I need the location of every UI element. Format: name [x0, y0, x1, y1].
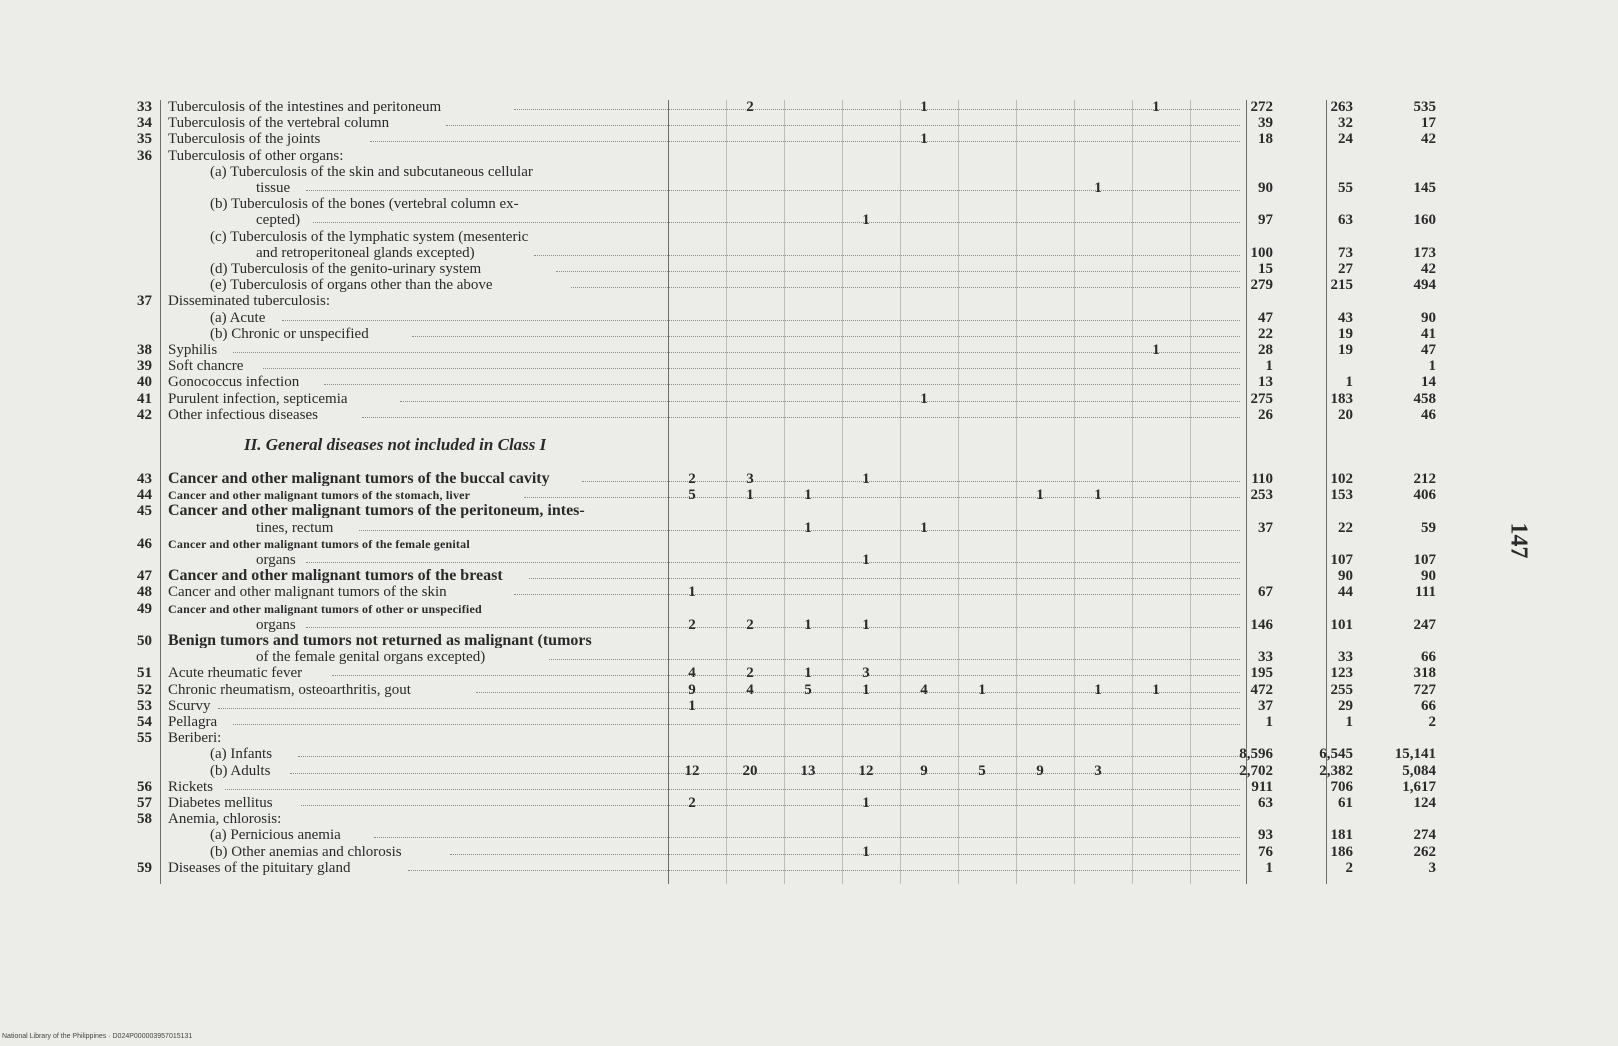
total-cell: 42: [1421, 261, 1436, 277]
row-number: 53: [137, 697, 152, 714]
dot-leader: [374, 837, 1240, 838]
subtotal-cell: 100: [1250, 244, 1273, 261]
row-label: and retroperitoneal glands excepted): [256, 245, 475, 260]
dot-leader: [313, 222, 1240, 223]
data-cell: 1: [688, 697, 696, 714]
row-label: Cancer and other malignant tumors of the peritoneum, intes-: [168, 504, 585, 519]
row-label: Anemia, chlorosis:: [168, 812, 282, 827]
subtotal-cell: 2: [1345, 859, 1353, 876]
subtotal-cell: 255: [1330, 681, 1353, 698]
row-number: 52: [137, 681, 152, 698]
data-cell: 4: [746, 681, 754, 698]
total-cell: 406: [1413, 487, 1436, 504]
subtotal-cell: 44: [1338, 584, 1353, 601]
data-cell: 3: [1094, 762, 1102, 779]
row-label: Diabetes mellitus: [168, 796, 273, 810]
total-cell: 17: [1421, 115, 1436, 132]
dot-leader: [514, 109, 1240, 110]
row-number: 45: [137, 503, 152, 520]
row-number: 35: [137, 131, 152, 148]
subtotal-cell: 183: [1330, 390, 1353, 407]
subtotal-cell: 73: [1338, 244, 1353, 261]
subtotal-cell: 63: [1258, 795, 1273, 811]
dot-leader: [534, 255, 1240, 256]
subtotal-cell: 13: [1258, 374, 1273, 391]
subtotal-cell: 1: [1345, 374, 1353, 391]
data-cell: 1: [804, 487, 812, 504]
column-rule: [784, 100, 785, 884]
data-cell: 2: [688, 795, 696, 811]
row-number: 37: [137, 293, 152, 310]
subtotal-cell: 39: [1258, 115, 1273, 132]
data-cell: 13: [800, 762, 816, 779]
row-label: (c) Tuberculosis of the lymphatic system (mesenteric: [210, 229, 529, 244]
data-cell: 9: [920, 762, 928, 779]
subtotal-cell: 32: [1338, 115, 1353, 132]
row-label: Pellagra: [168, 715, 218, 729]
subtotal-cell: 1: [1265, 714, 1273, 730]
total-cell: 173: [1413, 244, 1436, 261]
total-cell: 59: [1421, 519, 1436, 536]
data-cell: 1: [862, 552, 870, 568]
total-cell: 41: [1421, 325, 1436, 342]
row-label: cepted): [256, 213, 301, 228]
subtotal-cell: 76: [1258, 843, 1273, 860]
data-cell: 1: [862, 616, 870, 633]
data-cell: 1: [920, 390, 928, 407]
data-cell: 1: [1152, 99, 1160, 115]
row-label: Tuberculosis of the vertebral column: [168, 116, 390, 131]
row-label: Cancer and other malignant tumors of other or unspecified: [168, 601, 482, 616]
subtotal-cell: 97: [1258, 212, 1273, 229]
subtotal-cell: 253: [1250, 487, 1273, 504]
dot-leader: [571, 287, 1240, 288]
total-cell: 262: [1413, 843, 1436, 860]
data-cell: 1: [978, 681, 986, 698]
data-cell: 5: [978, 762, 986, 779]
row-label: Cancer and other malignant tumors of the skin: [168, 585, 447, 600]
total-cell: 47: [1421, 342, 1436, 358]
total-cell: 458: [1413, 390, 1436, 407]
data-cell: 1: [920, 519, 928, 536]
column-rule: [160, 100, 161, 884]
row-label: Disseminated tuberculosis:: [168, 294, 331, 309]
dot-leader: [556, 271, 1240, 272]
subtotal-cell: 90: [1258, 180, 1273, 196]
data-cell: 1: [804, 519, 812, 536]
row-label: Cancer and other malignant tumors of the breast: [168, 569, 503, 584]
row-label: of the female genital organs excepted): [256, 650, 486, 665]
row-number: 48: [137, 584, 152, 601]
data-cell: 1: [862, 681, 870, 698]
dot-leader: [263, 368, 1240, 369]
subtotal-cell: 93: [1258, 827, 1273, 844]
subtotal-cell: 33: [1338, 649, 1353, 666]
dot-leader: [446, 125, 1240, 126]
data-cell: 1: [1152, 342, 1160, 358]
subtotal-cell: 911: [1251, 778, 1273, 795]
subtotal-cell: 279: [1250, 277, 1273, 294]
data-cell: 1: [920, 99, 928, 115]
total-cell: 3: [1428, 859, 1436, 876]
data-cell: 1: [1036, 487, 1044, 504]
subtotal-cell: 101: [1330, 616, 1353, 633]
subtotal-cell: 22: [1338, 519, 1353, 536]
column-rule: [1190, 100, 1191, 884]
subtotal-cell: 33: [1258, 649, 1273, 666]
subtotal-cell: 20: [1338, 406, 1353, 423]
dot-leader: [412, 336, 1240, 337]
dot-leader: [324, 384, 1240, 385]
subtotal-cell: 67: [1258, 584, 1273, 601]
data-cell: 3: [746, 471, 754, 487]
subtotal-cell: 18: [1258, 131, 1273, 148]
subtotal-cell: 15: [1258, 261, 1273, 277]
row-label: (e) Tuberculosis of organs other than the above: [210, 278, 493, 293]
subtotal-cell: 472: [1250, 681, 1273, 698]
subtotal-cell: 29: [1338, 697, 1353, 714]
subtotal-cell: 195: [1250, 665, 1273, 682]
total-cell: 107: [1413, 552, 1436, 568]
subtotal-cell: 2,382: [1319, 762, 1353, 779]
subtotal-cell: 1: [1265, 358, 1273, 375]
row-number: 42: [137, 406, 152, 423]
total-cell: 2: [1428, 714, 1436, 730]
dot-leader: [225, 789, 1240, 790]
data-cell: 1: [1094, 487, 1102, 504]
row-label: Acute rheumatic fever: [168, 666, 303, 681]
data-cell: 1: [862, 212, 870, 229]
total-cell: 274: [1413, 827, 1436, 844]
dot-leader: [450, 854, 1240, 855]
data-cell: 1: [1094, 681, 1102, 698]
data-cell: 2: [746, 616, 754, 633]
data-cell: 5: [688, 487, 696, 504]
subtotal-cell: 19: [1338, 342, 1353, 358]
row-label: Other infectious diseases: [168, 407, 318, 422]
row-number: 33: [137, 99, 152, 115]
subtotal-cell: 107: [1330, 552, 1353, 568]
column-rule: [842, 100, 843, 884]
row-number: 59: [137, 859, 152, 876]
row-label: tissue: [256, 181, 291, 195]
data-cell: 2: [688, 616, 696, 633]
row-label: Cancer and other malignant tumors of the female genital: [168, 536, 470, 551]
column-rule: [1132, 100, 1133, 884]
total-cell: 90: [1421, 309, 1436, 326]
dot-leader: [332, 675, 1240, 676]
subtotal-cell: 90: [1338, 568, 1353, 585]
total-cell: 1: [1428, 358, 1436, 375]
dot-leader: [529, 578, 1240, 579]
dot-leader: [408, 870, 1240, 871]
subtotal-cell: 123: [1330, 665, 1353, 682]
subtotal-cell: 26: [1258, 406, 1273, 423]
row-label: Tuberculosis of the joints: [168, 132, 321, 147]
row-label: (b) Adults: [210, 763, 271, 778]
data-cell: 12: [858, 762, 874, 779]
total-cell: 15,141: [1394, 746, 1436, 763]
subtotal-cell: 37: [1258, 697, 1273, 714]
total-cell: 160: [1413, 212, 1436, 229]
data-cell: 20: [742, 762, 758, 779]
row-number: 47: [137, 568, 152, 585]
subtotal-cell: 1: [1345, 714, 1353, 730]
row-number: 39: [137, 358, 152, 375]
total-cell: 727: [1413, 681, 1436, 698]
total-cell: 90: [1421, 568, 1436, 585]
row-label: Tuberculosis of other organs:: [168, 148, 344, 163]
footer-credit: National Library of the Philippines · D024P000003957015131: [2, 1033, 193, 1040]
row-label: tines, rectum: [256, 520, 334, 535]
subtotal-cell: 63: [1338, 212, 1353, 229]
subtotal-cell: 22: [1258, 325, 1273, 342]
subtotal-cell: 215: [1330, 277, 1353, 294]
row-number: 49: [137, 600, 152, 617]
total-cell: 494: [1413, 277, 1436, 294]
subtotal-cell: 24: [1338, 131, 1353, 148]
dot-leader: [370, 141, 1240, 142]
data-cell: 1: [804, 665, 812, 682]
data-cell: 1: [920, 131, 928, 148]
row-label: Cancer and other malignant tumors of the buccal cavity: [168, 472, 550, 486]
data-cell: 5: [804, 681, 812, 698]
row-label: organs: [256, 553, 296, 567]
total-cell: 247: [1413, 616, 1436, 633]
dot-leader: [362, 417, 1240, 418]
row-number: 43: [137, 471, 152, 487]
row-number: 57: [137, 795, 152, 811]
subtotal-cell: 272: [1250, 99, 1273, 115]
column-rule: [1074, 100, 1075, 884]
row-label: (a) Pernicious anemia: [210, 828, 341, 843]
data-cell: 1: [746, 487, 754, 504]
subtotal-cell: 47: [1258, 309, 1273, 326]
data-cell: 2: [746, 665, 754, 682]
row-label: Soft chancre: [168, 359, 244, 374]
column-rule: [668, 100, 669, 884]
row-label: Scurvy: [168, 698, 211, 713]
row-label: Chronic rheumatism, osteoarthritis, gout: [168, 682, 411, 697]
row-label: organs: [256, 617, 296, 632]
total-cell: 212: [1413, 471, 1436, 487]
dot-leader: [514, 594, 1240, 595]
row-number: 50: [137, 633, 152, 649]
row-label: Benign tumors and tumors not returned as malignant (tumors: [168, 634, 592, 648]
total-cell: 145: [1413, 180, 1436, 196]
total-cell: 46: [1421, 406, 1436, 423]
total-cell: 42: [1421, 131, 1436, 148]
row-label: (b) Other anemias and chlorosis: [210, 844, 402, 859]
row-label: Cancer and other malignant tumors of the stomach, liver: [168, 488, 471, 503]
total-cell: 1,617: [1402, 778, 1436, 795]
dot-leader: [306, 562, 1240, 563]
dot-leader: [233, 352, 1240, 353]
subtotal-cell: 37: [1258, 519, 1273, 536]
row-label: (a) Acute: [210, 310, 266, 325]
subtotal-cell: 1: [1265, 859, 1273, 876]
total-cell: 318: [1413, 665, 1436, 682]
subtotal-cell: 8,596: [1239, 746, 1273, 763]
subtotal-cell: 186: [1330, 843, 1353, 860]
row-number: 40: [137, 374, 152, 391]
data-cell: 4: [688, 665, 696, 682]
data-cell: 2: [746, 99, 754, 115]
row-number: 51: [137, 665, 152, 682]
subtotal-cell: 275: [1250, 390, 1273, 407]
subtotal-cell: 19: [1338, 325, 1353, 342]
data-cell: 1: [862, 795, 870, 811]
subtotal-cell: 2,702: [1239, 762, 1273, 779]
row-label: (d) Tuberculosis of the genito-urinary system: [210, 262, 482, 276]
column-rule: [1016, 100, 1017, 884]
row-number: 41: [137, 390, 152, 407]
dot-leader: [549, 659, 1240, 660]
subtotal-cell: 181: [1330, 827, 1353, 844]
subtotal-cell: 6,545: [1319, 746, 1353, 763]
row-number: 44: [137, 487, 152, 504]
column-rule: [958, 100, 959, 884]
subtotal-cell: 61: [1338, 795, 1353, 811]
dot-leader: [218, 708, 1240, 709]
data-cell: 9: [688, 681, 696, 698]
data-cell: 4: [920, 681, 928, 698]
row-label: (b) Chronic or unspecified: [210, 326, 369, 341]
data-cell: 1: [1094, 180, 1102, 196]
subtotal-cell: 263: [1330, 99, 1353, 115]
total-cell: 535: [1413, 99, 1436, 115]
total-cell: 111: [1415, 584, 1436, 601]
row-label: (a) Tuberculosis of the skin and subcutaneous cellular: [210, 164, 533, 179]
dot-leader: [298, 756, 1240, 757]
total-cell: 66: [1421, 697, 1436, 714]
row-number: 36: [137, 147, 152, 164]
data-cell: 1: [688, 584, 696, 601]
row-label: Beriberi:: [168, 731, 222, 746]
subtotal-cell: 153: [1330, 487, 1353, 504]
row-number: 56: [137, 778, 152, 795]
row-label: Diseases of the pituitary gland: [168, 860, 351, 875]
row-number: 34: [137, 115, 152, 132]
subtotal-cell: 110: [1251, 471, 1273, 487]
row-label: Rickets: [168, 779, 213, 794]
dot-leader: [282, 320, 1240, 321]
subtotal-cell: 706: [1330, 778, 1353, 795]
data-cell: 1: [804, 616, 812, 633]
row-label: Purulent infection, septicemia: [168, 391, 348, 406]
subtotal-cell: 102: [1330, 471, 1353, 487]
dot-leader: [233, 724, 1240, 725]
subtotal-cell: 27: [1338, 261, 1353, 277]
subtotal-cell: 43: [1338, 309, 1353, 326]
row-number: 38: [137, 342, 152, 358]
page-number: 147: [1505, 522, 1532, 559]
data-cell: 1: [862, 843, 870, 860]
row-number: 55: [137, 730, 152, 747]
total-cell: 66: [1421, 649, 1436, 666]
dot-leader: [524, 497, 1240, 498]
data-cell: 1: [862, 471, 870, 487]
row-number: 58: [137, 811, 152, 828]
subtotal-cell: 146: [1250, 616, 1273, 633]
row-label: Gonococcus infection: [168, 375, 300, 390]
dot-leader: [306, 627, 1240, 628]
row-number: 46: [137, 535, 152, 552]
data-cell: 9: [1036, 762, 1044, 779]
dot-leader: [301, 805, 1240, 806]
data-cell: 12: [684, 762, 700, 779]
subtotal-cell: 55: [1338, 180, 1353, 196]
total-cell: 124: [1413, 795, 1436, 811]
data-cell: 2: [688, 471, 696, 487]
row-label: (a) Infants: [210, 747, 273, 762]
row-label: (b) Tuberculosis of the bones (vertebral column ex-: [210, 197, 519, 212]
column-rule: [900, 100, 901, 884]
row-label: Tuberculosis of the intestines and peritoneum: [168, 100, 442, 114]
row-number: 54: [137, 714, 152, 730]
column-rule: [726, 100, 727, 884]
subtotal-cell: 28: [1258, 342, 1273, 358]
data-cell: 3: [862, 665, 870, 682]
dot-leader: [400, 401, 1240, 402]
total-cell: 14: [1421, 374, 1436, 391]
section-heading: II. General diseases not included in Class I: [244, 438, 547, 452]
data-cell: 1: [1152, 681, 1160, 698]
row-label: Syphilis: [168, 343, 218, 357]
total-cell: 5,084: [1402, 762, 1436, 779]
